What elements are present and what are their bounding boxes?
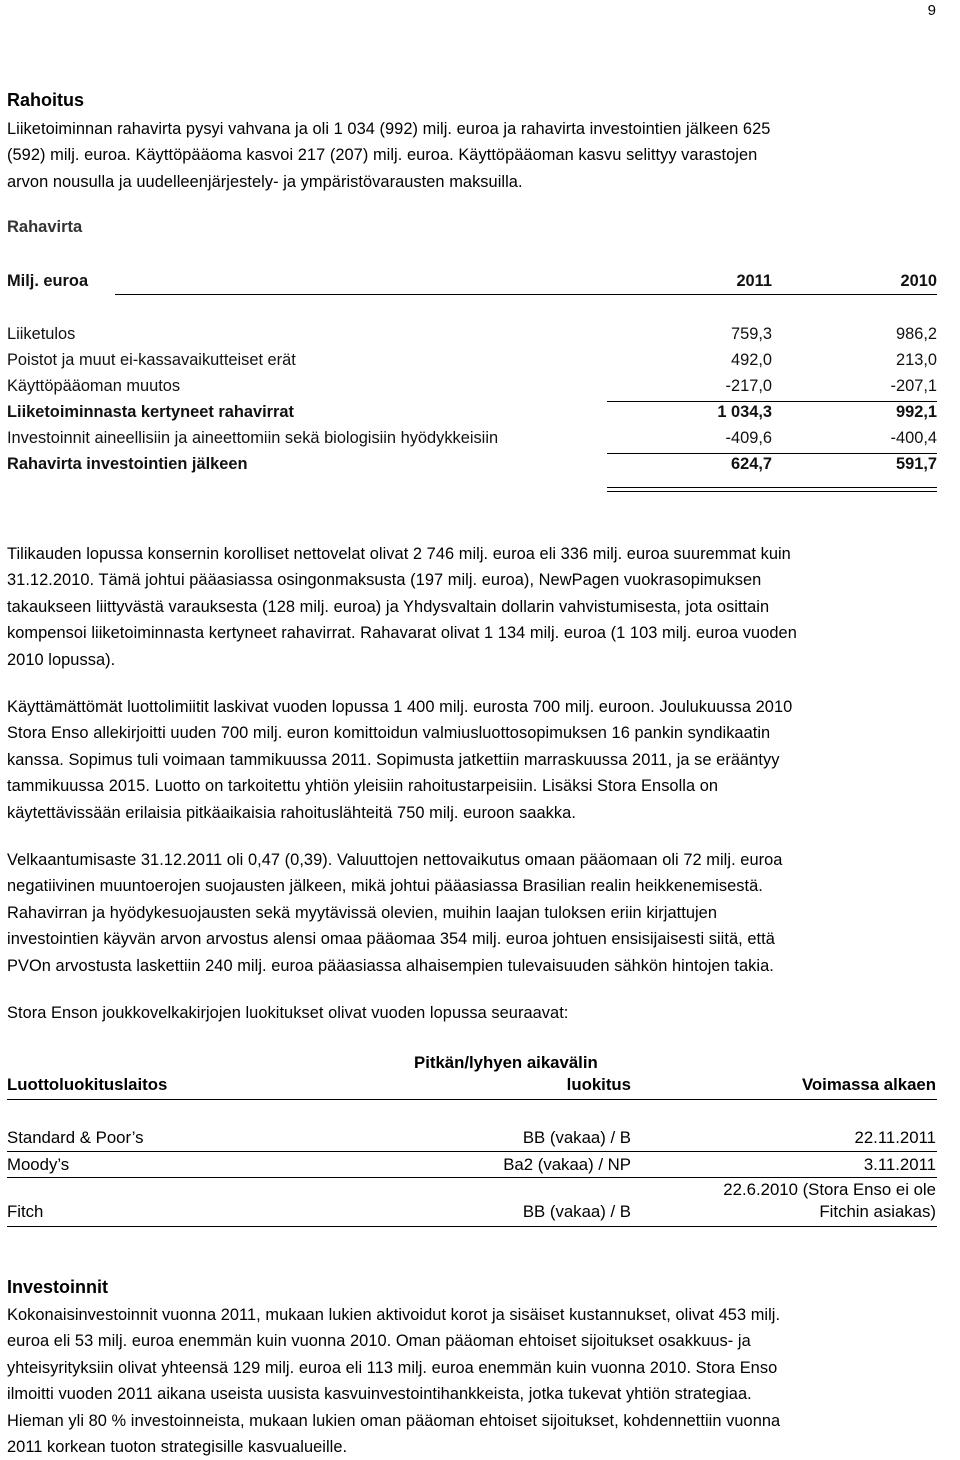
value-2011: 1 034,3 [717,403,772,421]
value-2011: 759,3 [730,325,772,343]
text-line: Stora Enson joukkovelkakirjojen luokitukset olivat vuoden lopussa seuraavat: [7,1004,569,1022]
row-label: Rahavirta investointien jälkeen [7,455,248,473]
text-line: Kokonaisinvestoinnit vuonna 2011, mukaan lukien aktivoidut korot ja sisäiset kustannukset, olivat 453 milj. [7,1306,781,1324]
rating-header-line2: luokitus [566,1075,631,1094]
row-rule [7,1177,937,1178]
text-line: kanssa. Sopimus tuli voimaan tammikuussa 2011. Sopimusta jatkettiin marraskuussa 2011, ja se erääntyy [7,750,780,769]
text-line: Käyttämättömät luottolimiitit laskivat vuoden lopussa 1 400 milj. eurosta 700 milj. euroon. Joulukuussa 2010 [7,698,793,716]
text-line: Stora Enso allekirjoitti uuden 700 milj. euron komittoidun valmiusluottosopimuksen 16 pankin syndikaatin [7,724,771,743]
text-line: takaukseen liittyvästä varauksesta (128 milj. euroa) ja Yhdysvaltain dollarin vahvistumisesta, jota osittain [7,597,770,616]
unit-label: Milj. euroa [7,272,89,290]
rating-header-line1: Pitkän/lyhyen aikavälin [414,1053,598,1072]
table-row [7,377,937,399]
text-line: 2010 lopussa). [7,650,116,669]
subtotal-rule [607,453,937,454]
valid-header: Voimassa alkaen [801,1075,936,1094]
text-line: Hieman yli 80 % investoinneista, mukaan lukien oman pääoman ehtoiset sijoitukset, kohdennettiin vuonna [7,1411,781,1430]
text-line: Velkaantumisaste 31.12.2011 oli 0,47 (0,39). Valuuttojen nettovaikutus omaan pääomaan oli 72 milj. euroa [7,851,783,869]
row-label: Liiketoiminnasta kertyneet rahavirrat [7,403,294,421]
value-2011: 492,0 [730,351,772,369]
row-label: Käyttöpääoman muutos [7,377,181,395]
table-row [7,429,937,451]
col-2010-header: 2010 [900,272,937,290]
text-line: kompensoi liiketoiminnasta kertyneet rahavirrat. Rahavarat olivat 1 134 milj. euroa (1 103 milj. euroa vuoden [7,624,797,643]
text-line: 31.12.2010. Tämä johtui pääasiassa osingonmaksusta (197 milj. euroa), NewPagen vuokrasopimuksen [7,571,762,590]
valid-cell: 3.11.2011 [863,1155,936,1174]
investoinnit-heading: Investoinnit [7,1277,109,1297]
value-2010: 992,1 [895,403,937,421]
total-double-rule [607,487,937,492]
subtotal-rule [607,401,937,402]
table-row [7,351,937,373]
rating-cell: BB (vakaa) / B [522,1128,631,1147]
rating-cell: Ba2 (vakaa) / NP [503,1155,631,1174]
text-line: investointien käyvän arvon arvostus alensi omaa pääomaa 354 milj. euroa johtuen ensisijaisesti siitä, että [7,930,775,949]
header-rule [115,294,937,295]
rahoitus-paragraph [7,116,957,195]
agency-cell: Moody’s [7,1155,70,1174]
table-row [7,403,937,425]
value-2010: 213,0 [895,351,937,369]
investoinnit-paragraph [7,1302,957,1460]
table-row [7,455,937,477]
value-2010: -400,4 [890,429,937,447]
valid-cell-line2: Fitchin asiakas) [819,1202,936,1221]
row-rule [7,1226,937,1227]
row-label: Liiketulos [7,325,76,343]
agency-header: Luottoluokituslaitos [7,1075,168,1094]
ratings-header-rule [7,1099,937,1100]
rating-cell: BB (vakaa) / B [522,1202,631,1221]
text-line: ilmoitti vuoden 2011 aikana useista uusista kasvuinvestointihankkeista, jotka tukevat yhtiön strategiaa. [7,1385,752,1404]
text-line: PVOn arvostusta laskettiin 240 milj. euroa pääasiassa alhaisempien tulevaisuuden sähkön hintojen takia. [7,956,774,975]
text-line: Tilikauden lopussa konsernin korolliset nettovelat olivat 2 746 milj. euroa eli 336 milj. euroa suuremmat kuin [7,545,791,563]
row-rule [7,1151,937,1152]
value-2011: -409,6 [725,429,772,447]
luottolimiitit-paragraph [7,694,957,826]
text-line: arvon nousulla ja uudelleenjärjestely- ja ympäristövarausten maksuilla. [7,172,523,191]
page-number: 9 [927,2,936,19]
text-line: käytettävissään erilaisia pitkäaikaisia rahoituslähteitä 750 milj. euroon saakka. [7,803,576,822]
text-line: Rahavirran ja hyödykesuojausten sekä myytävissä olevien, muihin laajan tuloksen eriin kirjattujen [7,903,718,922]
text-line: yhteisyrityksiin olivat yhteensä 129 milj. euroa eli 113 milj. euroa enemmän kuin vuonna 2010. Stora Enso [7,1358,778,1377]
text-line: (592) milj. euroa. Käyttöpääoma kasvoi 217 (207) milj. euroa. Käyttöpääoman kasvu selittyy varastojen [7,146,758,165]
row-label: Poistot ja muut ei-kassavaikutteiset erät [7,351,296,369]
valid-cell: 22.11.2011 [854,1128,936,1147]
text-line: tammikuussa 2015. Luotto on tarkoitettu yhtiön yleisiin rahoitustarpeisiin. Lisäksi Stora Ensolla on [7,777,719,796]
text-line: 2011 korkean tuoton strategisille kasvualueille. [7,1438,348,1457]
velkaantumisaste-paragraph [7,847,957,979]
text-line: Liiketoiminnan rahavirta pysyi vahvana ja oli 1 034 (992) milj. euroa ja rahavirta investointien jälkeen 625 [7,120,771,138]
value-2010: 591,7 [895,455,937,473]
col-2011-header: 2011 [736,272,772,290]
table-row [7,325,937,347]
rahoitus-heading: Rahoitus [7,90,85,110]
text-line: euroa eli 53 milj. euroa enemmän kuin vuonna 2010. Oman pääoman ehtoiset sijoitukset osakkuus- ja [7,1332,751,1351]
valid-cell-line1: 22.6.2010 (Stora Enso ei ole [723,1180,936,1199]
rahavirta-heading: Rahavirta [7,218,83,236]
value-2011: 624,7 [730,455,772,473]
cashflow-header-row [7,272,937,294]
text-line: negatiivinen muuntoerojen suojausten jälkeen, mikä johtui pääasiassa Brasilian realin heikkenemisestä. [7,877,763,896]
row-label: Investoinnit aineellisiin ja aineettomiin sekä biologisiin hyödykkeisiin [7,429,499,447]
value-2010: -207,1 [890,377,937,395]
nettovelat-paragraph [7,541,957,673]
value-2010: 986,2 [895,325,937,343]
agency-cell: Standard & Poor’s [7,1128,144,1147]
agency-cell: Fitch [7,1202,44,1221]
value-2011: -217,0 [725,377,772,395]
ratings-intro [7,1000,957,1026]
